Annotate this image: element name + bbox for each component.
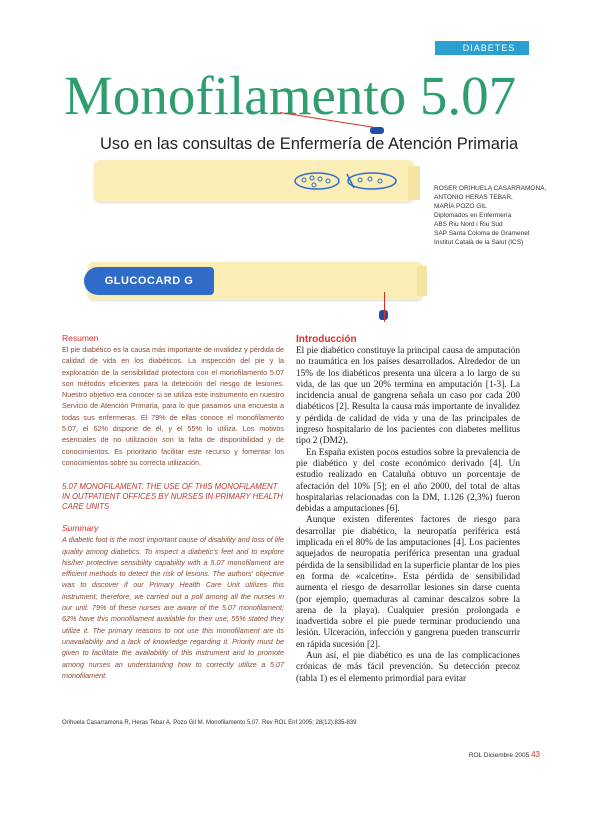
introduccion-body xyxy=(296,346,520,685)
affiliation-line: SAP Santa Coloma de Gramenet xyxy=(434,230,530,237)
resumen-text: El pie diabético es la causa más importante de invalidez y pérdida de calidad de vida en los diabéticos. La inspección del pie y la exploración de la sensibilidad protectora con el monofilamento 5.07 son métodos eficientes para la detección del riesgo de lesiones. Nuestro objetivo era conocer si se utiliza este instrumento en nuestro Servicio de Atención Primaria, para lo que pasamos una encuesta a todas sus enfermeras. El 79% de ellas conoce el monofilamento 5.07, el 62% dispone de él, y el 55% lo utiliza. Los motivos esenciales de no utilización son la falta de disponibilidad y de conocimientos. Es prioritario facilitar este recurso y fomentar los conocimientos sobre su correcta utilización. xyxy=(62,345,284,467)
page-footer xyxy=(440,750,540,760)
monofilament-pin-top xyxy=(370,127,384,134)
footer-journal: ROL Diciembre 2005 xyxy=(468,752,530,759)
body-paragraph: Aun así, el pie diabético es una de las complicaciones crónicas de más fácil prevención. Su detección precoz (tabla 1) es el elemento primordial para evitar xyxy=(296,651,520,684)
page-number: 43 xyxy=(531,750,540,759)
summary-heading: Summary xyxy=(62,523,99,534)
section-label: DIABETES xyxy=(462,43,516,53)
resumen-heading: Resumen xyxy=(62,333,99,343)
introduccion-heading: Introducción xyxy=(296,334,357,345)
citation: Orihuela Casarramona R, Heras Tebar A, Pozo Gil M. Monofilamento 5.07. Rev ROL Enf 2005; 28(12):835-839 xyxy=(62,720,357,726)
body-paragraph: El pie diabético constituye la principal causa de amputación no traumática en los países desarrollados. Alrededor de un 15% de los diabéticos presenta una úlcera a lo largo de su vida, de las que un 20% termina en amputación [1-3]. La incidencia anual de gangrena señala un caso por cada 200 diabéticos [2]. Resulta la causa más importante de invalidez y pérdida de calidad de vida y una de las principales de ingreso hospitalario de los pacientes con diabetes mellitus tipo 2 (DM2). xyxy=(296,346,520,447)
affiliation-line: ABS Riu Nord i Riu Sud xyxy=(434,221,503,228)
foot-diagram-icon xyxy=(292,170,412,192)
monofilament-filament-bottom xyxy=(384,292,385,322)
affiliation-line: Institut Català de la Salut (ICS) xyxy=(434,239,524,246)
author-line: ROSER ORIHUELA CASARRAMONA, xyxy=(434,185,547,192)
author-line: ANTONIO HERAS TEBAR, xyxy=(434,194,513,201)
glucocard-brand-label: GLUCOCARD G xyxy=(84,267,214,295)
monofilament-strip-bottom-end xyxy=(417,266,427,296)
body-paragraph: Aunque existen diferentes factores de riesgo para desarrollar pie diabético, la neuropatía periférica está implicada en el 80% de las amputaciones [4]. Los pacientes aquejados de neuropatía periférica presentan una gradual pérdida de la sensibilidad en la superficie plantar de los pies en forma de «calcetín». Esta pérdida de sensibilidad aumenta el riesgo de desarrollar lesiones sin darse cuenta (por ejemplo, quemaduras al caminar descalzos sobre la arena de la playa). Cualquier presión prolongada e inadvertida sobre el pie puede terminar produciendo una lesión. Ulceración, infección y gangrena pueden transcurrir en rápida sucesión [2]. xyxy=(296,515,520,650)
introduction-column xyxy=(296,333,520,685)
abstract-column xyxy=(62,333,284,681)
author-list xyxy=(434,184,594,254)
summary-text: A diabetic foot is the most important cause of disability and loss of life quality among diabetics. To inspect a diabetic's feet and to explore his/her protective sensibility capability with a 5.07 monofilament are efficient methods to detect the risk of lesions. The authors' objective was to discover if our Primary Health Care Unit utilizes this instrument; therefore, we carried out a poll among all the nurses in our unit. 79% of these nurses are aware of the 5.07 monofilament; 62% have this monofilament available for their use; 55% stated they utilize it. The primary reasons to not use this monofilament are its unavailability and a lack of knowledge regarding it. Priority must be given to facilitate the availability of this instrument and to promote among nurses an understanding how to correctly utilize a 5.07 monofilament. xyxy=(62,535,284,680)
affiliation-line: Diplomados en Enfermería xyxy=(434,212,512,219)
article-title: Monofilamento 5.07 xyxy=(64,65,517,126)
author-line: MARÍA POZO GIL xyxy=(434,203,487,210)
article-subtitle: Uso en las consultas de Enfermería de Atención Primaria xyxy=(100,135,519,153)
body-paragraph: En España existen pocos estudios sobre la prevalencia de pie diabético y del coste económico derivado [4]. Un estudio realizado en Cataluña obtuvo un porcentaje de afectación del 10% [5]; en el año 2000, del total de altas hospitalarias relacionadas con la DM, 1.126 (2,3%) fueron debidas a amputaciones [6]. xyxy=(296,447,520,515)
english-title: 5.07 MONOFILAMENT: THE USE OF THIS MONOFILAMENT IN OUTPATIENT OFFICES BY NURSES IN PRIMARY HEALTH CARE UNITS xyxy=(62,482,283,512)
